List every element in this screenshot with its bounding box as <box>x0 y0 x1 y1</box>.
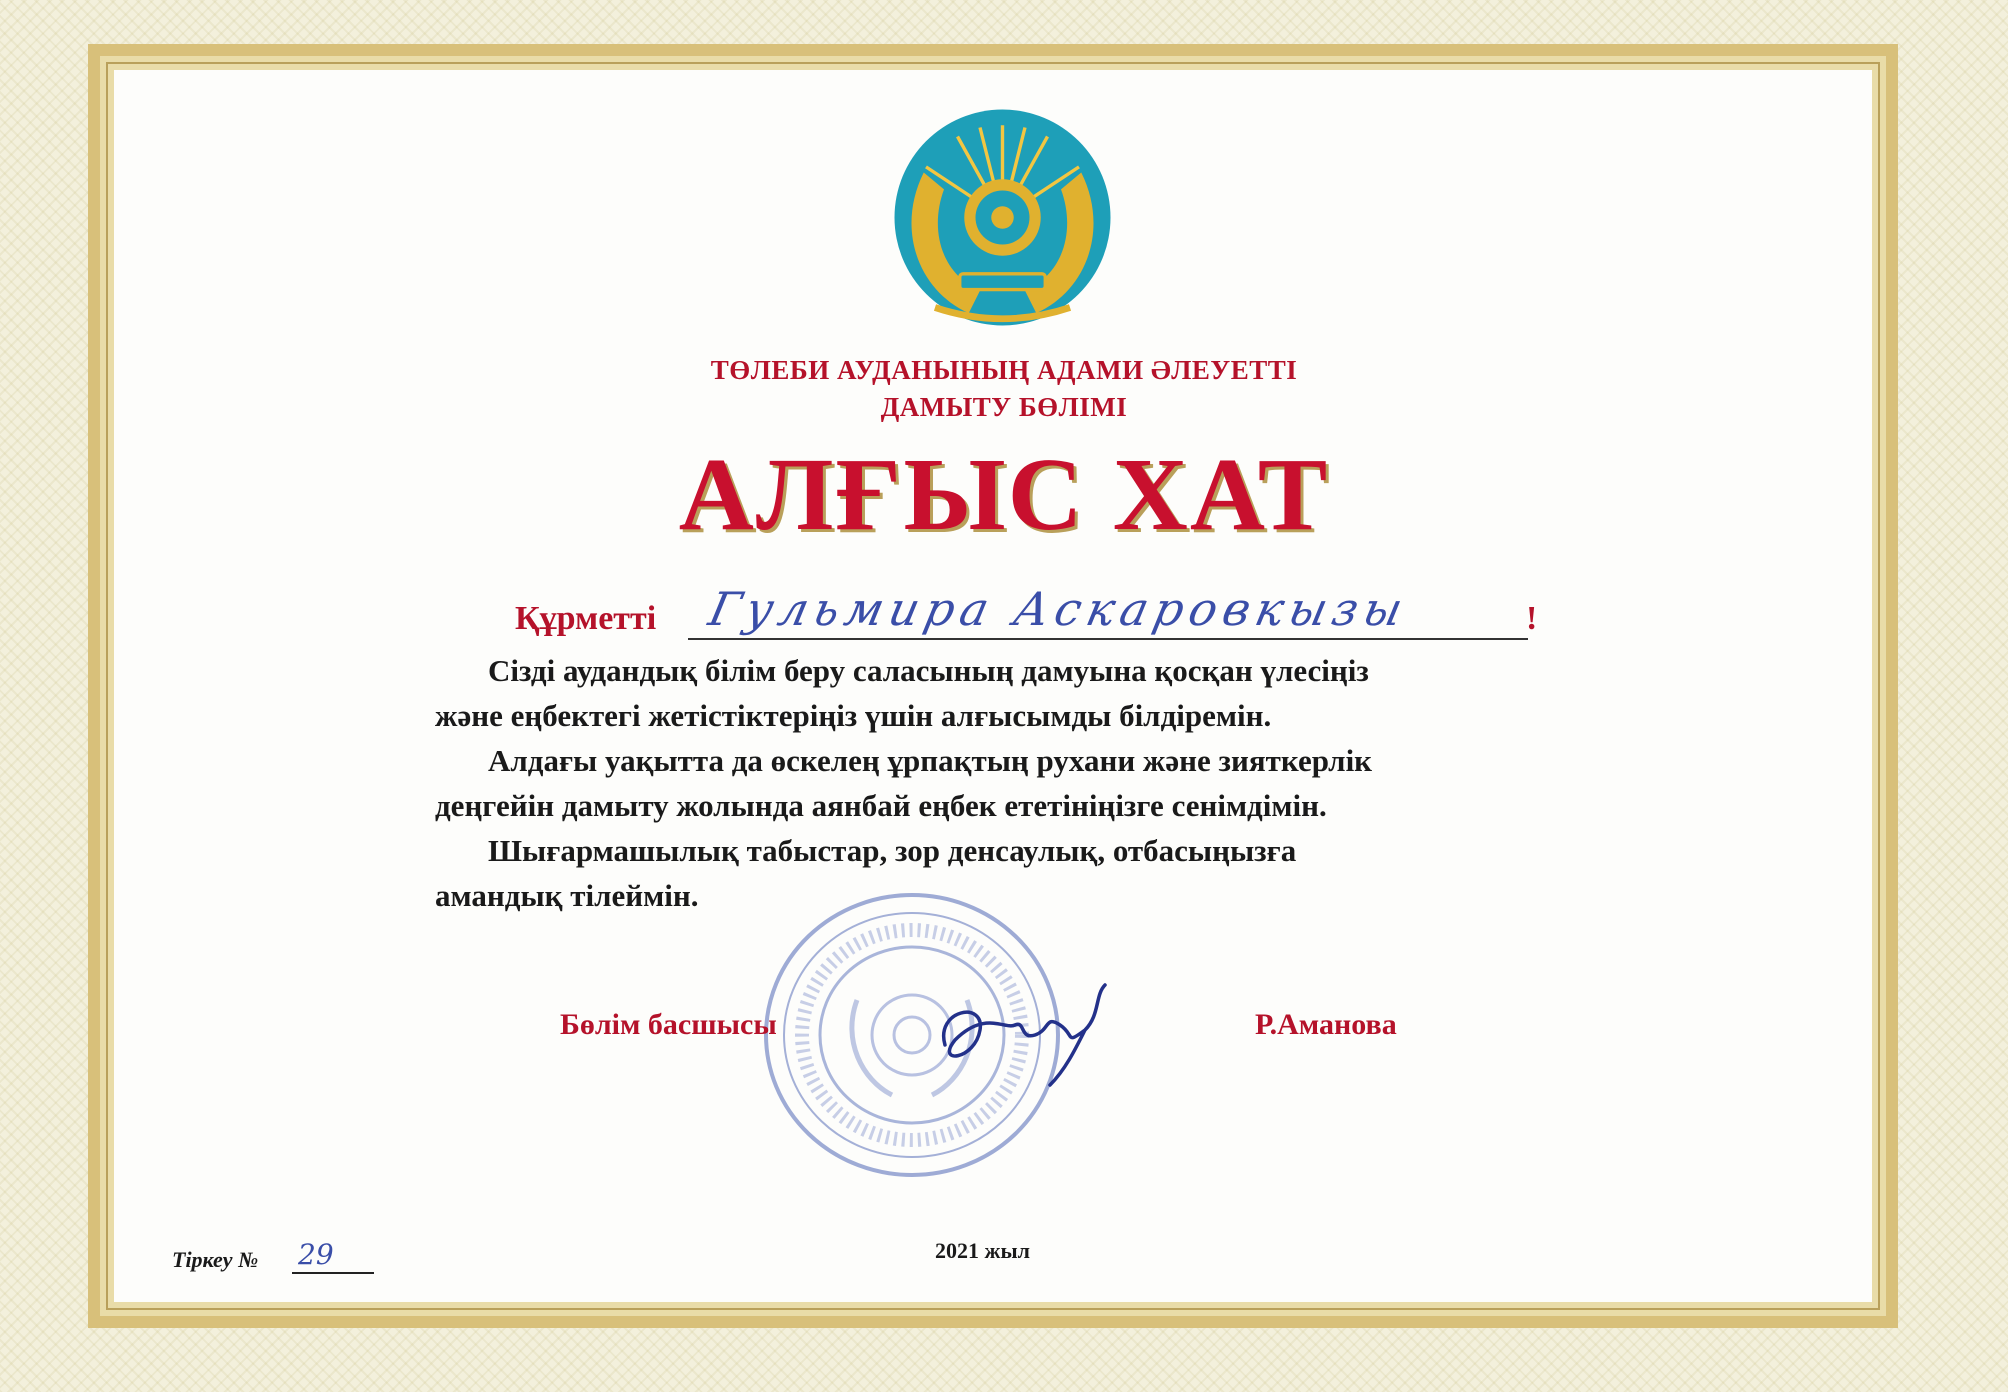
registration-underline <box>292 1272 374 1274</box>
recipient-handwritten-name: Гульмира Аскаровкызы <box>704 582 1414 636</box>
signatory-role: Бөлім басшысы <box>560 1008 777 1041</box>
issue-year: 2021 жыл <box>935 1238 1030 1263</box>
body-text-line: амандық тілеймін. <box>435 878 699 913</box>
body-text-line: және еңбектегі жетістіктеріңіз үшін алғысымды білдіремін. <box>435 698 1272 733</box>
body-text-line: Сізді аудандық білім беру саласының дамуына қосқан үлесіңіз <box>488 653 1369 688</box>
handwritten-signature-icon <box>925 970 1115 1090</box>
organization-line-1: ТӨЛЕБИ АУДАНЫНЫҢ АДАМИ ӘЛЕУЕТТІ <box>710 355 1298 385</box>
recipient-underline <box>688 638 1528 640</box>
greeting-label: Құрметті <box>515 600 657 637</box>
body-text-line: деңгейін дамыту жолында аянбай еңбек ететініңізге сенімдімін. <box>435 788 1327 823</box>
organization-line-2: ДАМЫТУ БӨЛІМІ <box>880 392 1128 422</box>
body-text-line: Шығармашылық табыстар, зор денсаулық, отбасыңызға <box>488 833 1297 868</box>
body-text-line: Алдағы уақытта да өскелең ұрпақтың рухани және зияткерлік <box>488 743 1373 778</box>
state-emblem-icon <box>890 105 1115 330</box>
registration-label: Тіркеу № <box>172 1247 259 1272</box>
registration-number: 29 <box>298 1238 334 1271</box>
signatory-name: Р.Аманова <box>1255 1008 1397 1041</box>
certificate-title: АЛҒЫС ХАТ <box>678 437 1330 552</box>
greeting-exclamation: ! <box>1526 600 1538 637</box>
